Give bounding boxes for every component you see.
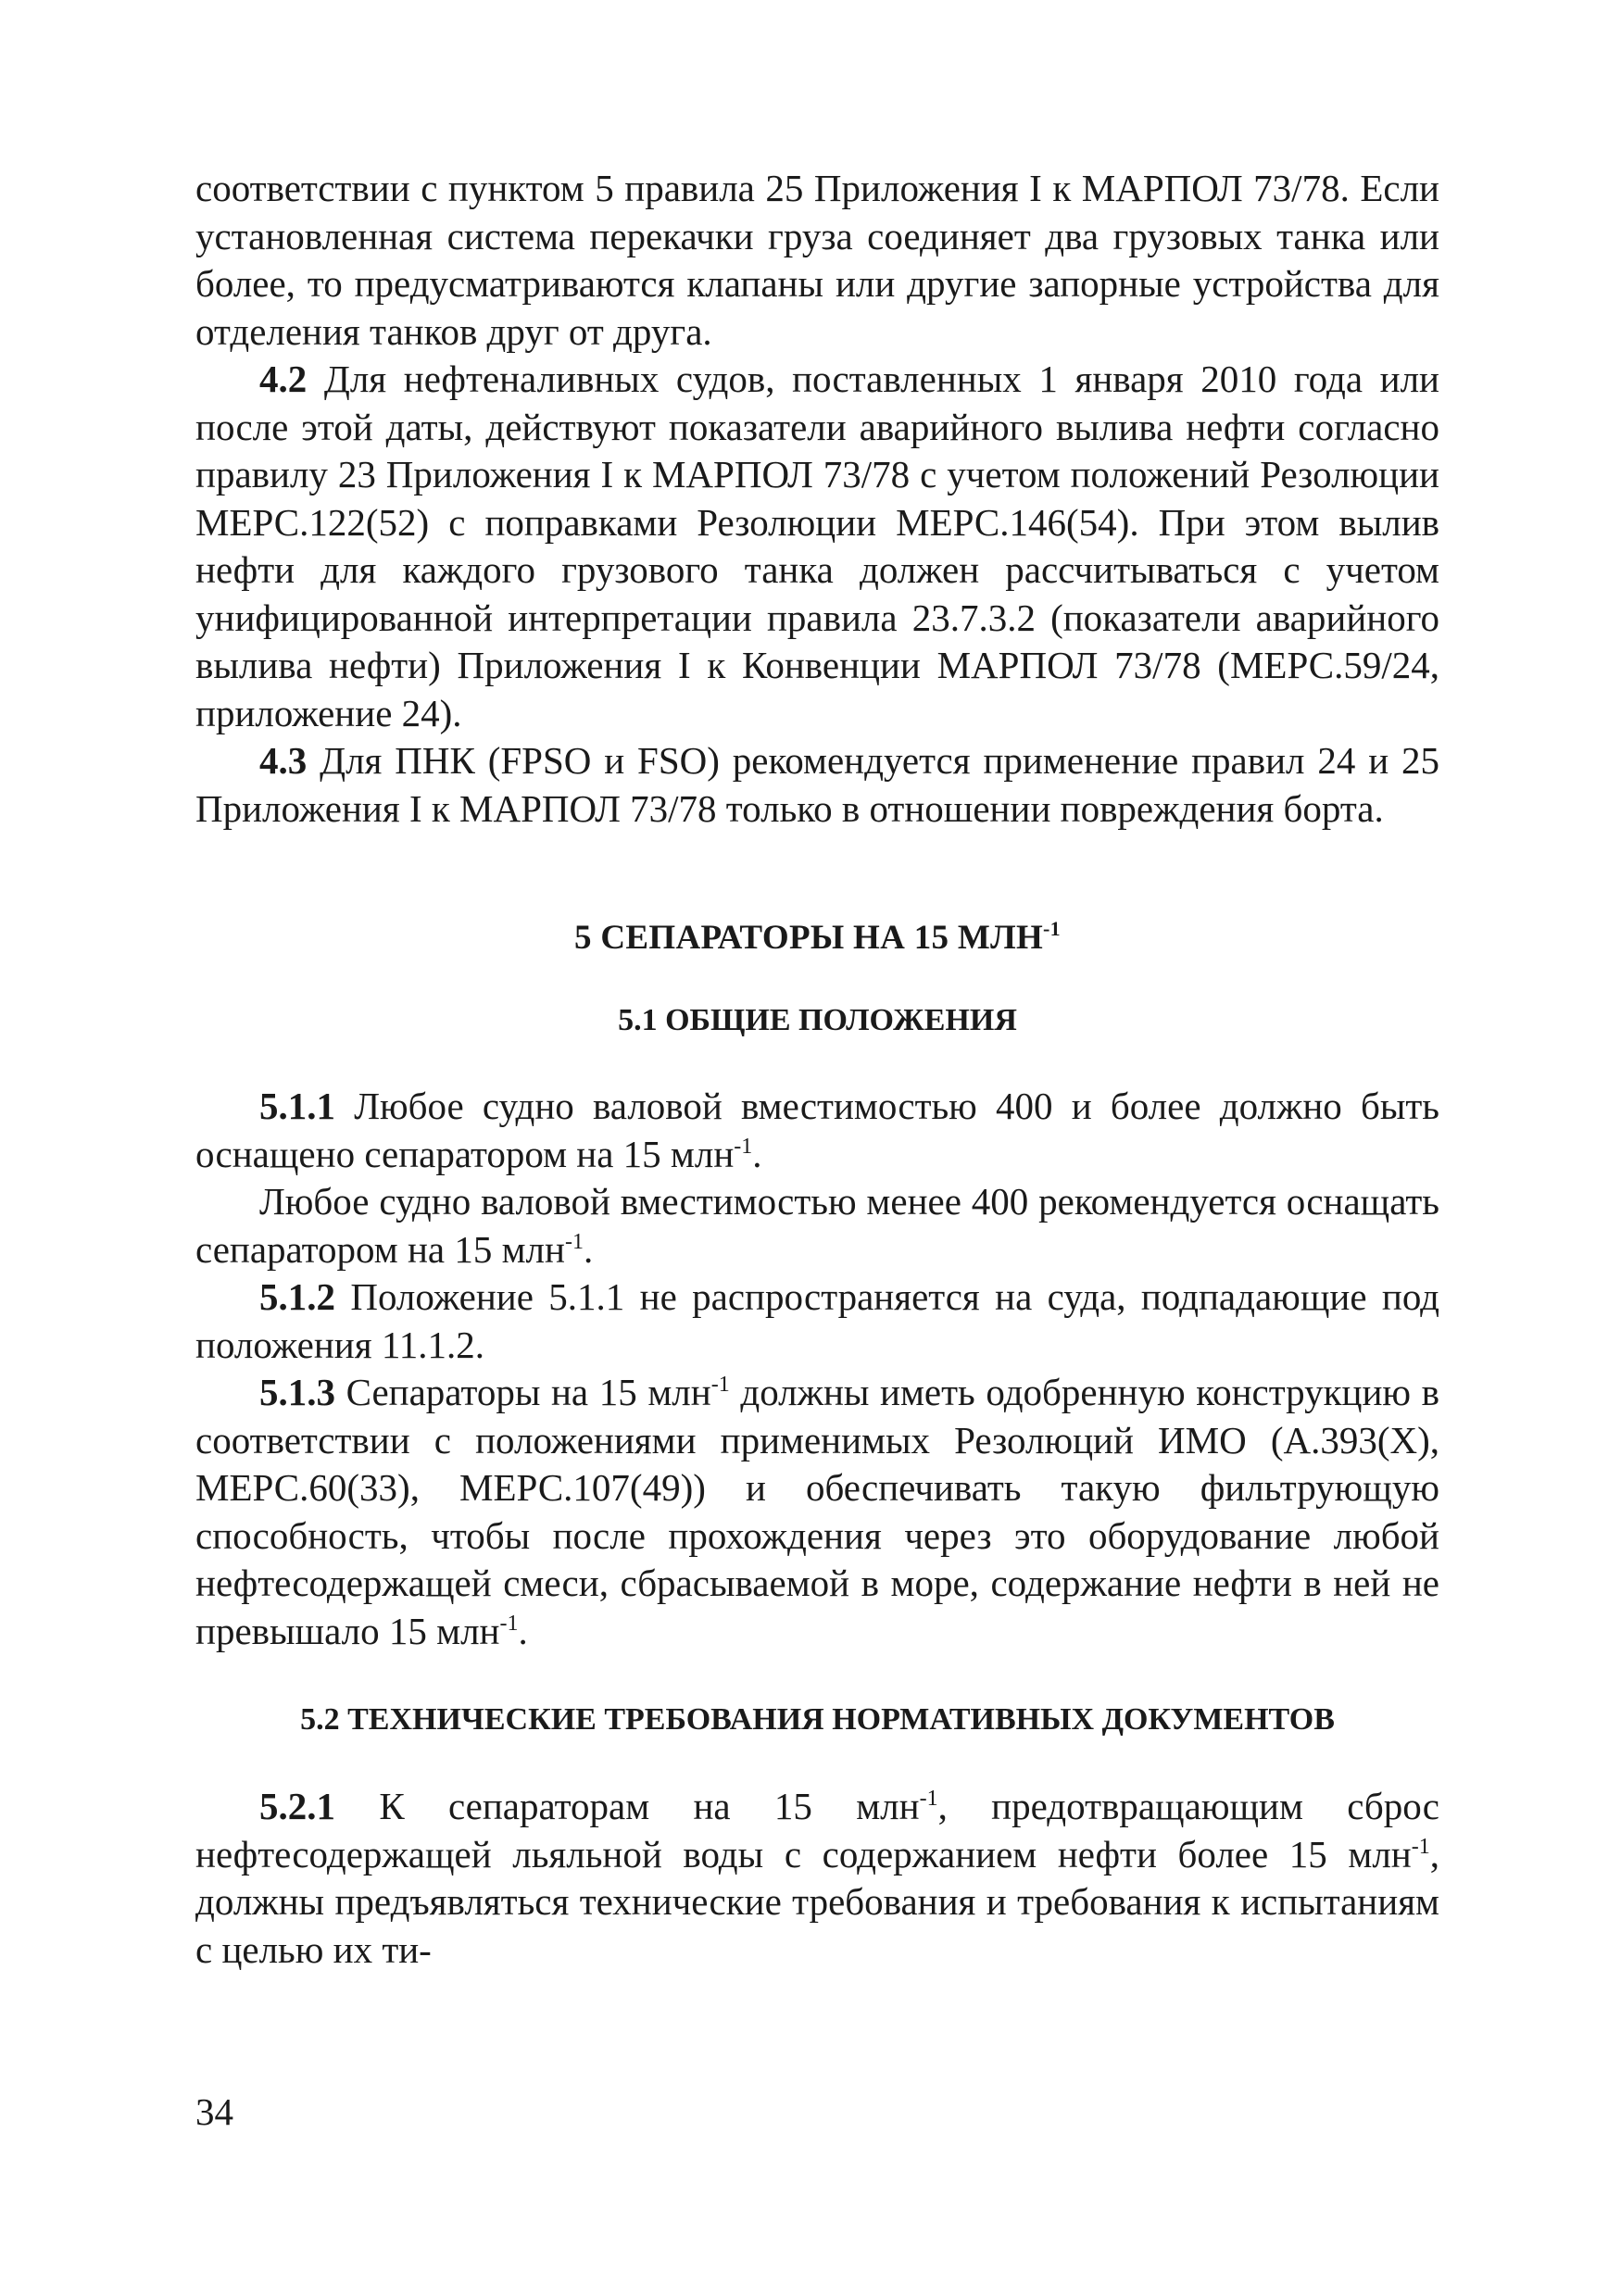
superscript: -1 <box>734 1134 753 1159</box>
paragraph-text: должны иметь одобренную конструкцию в соответствии с положениями применимых Резолюций ИМО (А.393(X), МЕРС.60(33), МЕРС.107(49)) и обеспечивать такую фильтрующую способность, чтобы после прохождения через это оборудование любой нефтесодержащей смеси, сбрасываемой в море, содержание нефти в ней не превышало 15 млн <box>195 1371 1439 1652</box>
clause-number: 5.1.2 <box>259 1275 335 1318</box>
superscript: -1 <box>710 1373 730 1397</box>
superscript: -1 <box>499 1611 519 1636</box>
clause-number: 4.3 <box>259 739 308 782</box>
paragraph-text: , предотвращающим сброс нефтесодержащей льяльной воды с содержанием нефти более 15 млн <box>195 1785 1439 1876</box>
paragraph-text: Любое судно валовой вместимостью менее 400 рекомендуется оснащать сепаратором на 15 млн <box>195 1180 1439 1271</box>
paragraph-5-2-1 <box>195 1783 1439 1974</box>
paragraph-text: соответствии с пунктом 5 правила 25 Приложения I к МАРПОЛ 73/78. Если установленная система перекачки груза соединяет два грузовых танка или более, то предусматриваются клапаны или другие запорные устройства для отделения танков друг от друга. <box>195 167 1439 353</box>
spacer <box>195 1655 1439 1700</box>
section-title: 5 СЕПАРАТОРЫ НА 15 МЛН <box>574 919 1044 957</box>
paragraph-text: , должны предъявляться технические требования и требования к испытаниям с целью их ти- <box>195 1832 1439 1971</box>
clause-number: 5.2.1 <box>259 1785 335 1827</box>
paragraph-text: Для нефтеналивных судов, поставленных 1 января 2010 года или после этой даты, действуют показатели аварийного вылива нефти согласно правилу 23 Приложения I к МАРПОЛ 73/78 с учетом положений Резолюции МЕРС.122(52) с поправками Резолюции МЕРС.146(54). При этом вылив нефти для каждого грузового танка должен рассчитываться с учетом унифицированной интерпретации правила 23.7.3.2 (показатели аварийного вылива нефти) Приложения I к Конвенции МАРПОЛ 73/78 (МЕРС.59/24, приложение 24). <box>195 358 1439 734</box>
paragraph-tail: . <box>583 1227 594 1271</box>
section-5-heading <box>195 918 1439 959</box>
clause-number: 5.1.3 <box>259 1371 335 1413</box>
clause-number: 5.1.1 <box>259 1085 335 1127</box>
paragraph-tail: . <box>752 1132 762 1175</box>
paragraph-4-2 <box>195 356 1439 737</box>
paragraph-5-1-1-second <box>195 1178 1439 1273</box>
paragraph-5-1-3 <box>195 1369 1439 1655</box>
subsection-5-2-heading: 5.2 ТЕХНИЧЕСКИЕ ТРЕБОВАНИЯ НОРМАТИВНЫХ ДОКУМЕНТОВ <box>300 1702 1335 1737</box>
spacer <box>195 959 1439 1000</box>
paragraph-tail: . <box>518 1609 528 1652</box>
paragraph-text: Сепараторы на 15 млн <box>346 1371 711 1413</box>
page-number: 34 <box>195 2090 233 2133</box>
spacer <box>195 833 1439 918</box>
paragraph-4-3 <box>195 737 1439 833</box>
paragraph-text: Положение 5.1.1 не распространяется на суда, подпадающие под положения 11.1.2. <box>195 1275 1440 1366</box>
superscript: -1 <box>1043 917 1061 940</box>
superscript: -1 <box>1411 1834 1430 1859</box>
document-page <box>195 165 1439 1974</box>
clause-number: 4.2 <box>259 358 308 400</box>
paragraph-5-1-1 <box>195 1083 1439 1178</box>
superscript: -1 <box>919 1787 938 1811</box>
paragraph-5-1-2 <box>195 1273 1439 1369</box>
paragraph-text: К сепараторам на 15 млн <box>379 1785 920 1827</box>
spacer <box>195 1041 1439 1083</box>
paragraph-text: Для ПНК (FPSO и FSO) рекомендуется применение правил 24 и 25 Приложения I к МАРПОЛ 73/78 только в отношении повреждения борта. <box>195 739 1440 830</box>
paragraph-text: Любое судно валовой вместимостью 400 и более должно быть оснащено сепаратором на 15 млн <box>195 1085 1439 1175</box>
spacer <box>195 1740 1439 1783</box>
superscript: -1 <box>564 1229 584 1254</box>
paragraph-4-1-continuation <box>195 165 1439 356</box>
subsection-5-1-heading: 5.1 ОБЩИЕ ПОЛОЖЕНИЯ <box>618 1003 1017 1037</box>
